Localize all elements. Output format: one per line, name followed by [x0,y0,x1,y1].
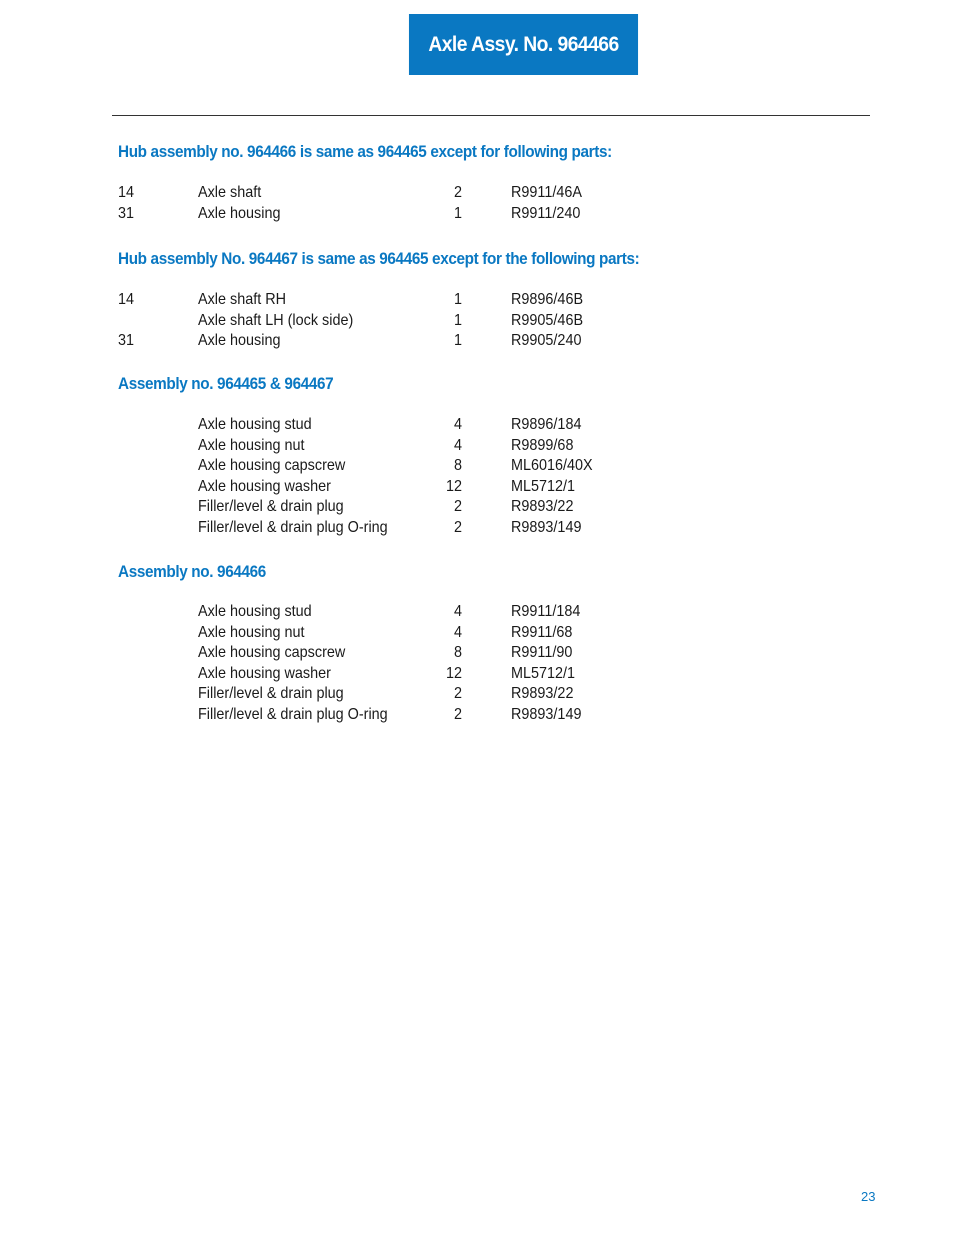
part-number: R9911/90 [511,644,573,662]
part-row [118,684,878,705]
part-number: R9911/46A [511,184,582,201]
parts-list [118,183,878,224]
part-number: R9905/240 [511,332,582,350]
part-row [118,436,878,457]
part-description: Filler/level & drain plug O-ring [198,518,388,536]
part-description: Axle housing nut [198,623,305,641]
section-heading: Hub assembly No. 964467 is same as 964465 except for the following parts: [118,249,640,268]
part-description: Axle housing [198,332,281,350]
part-description: Axle shaft LH (lock side) [198,311,354,329]
part-quantity: 8 [453,644,462,662]
part-description: Axle housing capscrew [198,457,346,475]
part-number: R9893/149 [511,518,582,536]
part-number: R9911/240 [511,204,581,222]
part-number: R9899/68 [511,436,574,454]
part-description: Axle housing washer [198,477,331,495]
parts-list [118,290,878,352]
page-title: Axle Assy. No. 964466 [409,14,638,75]
part-row [118,602,878,623]
part-number: R9893/22 [511,685,574,703]
part-quantity: 2 [453,685,462,703]
part-quantity: 1 [453,311,462,329]
part-quantity: 12 [445,664,462,682]
section-heading: Assembly no. 964466 [118,562,266,581]
part-row [118,518,878,539]
section-heading: Hub assembly no. 964466 is same as 964465 except for following parts: [118,142,612,161]
part-description: Axle housing capscrew [198,644,346,662]
part-row [118,664,878,685]
section-assembly-964466 [118,561,878,723]
part-row [118,290,878,311]
part-number: ML5712/1 [511,664,576,682]
part-quantity: 1 [453,291,462,308]
parts-list [118,602,878,726]
section-assembly-964465-964467 [118,373,878,536]
part-number: R9896/184 [511,416,582,433]
part-quantity: 4 [453,416,462,433]
part-row [118,331,878,352]
section-hub-964467 [118,248,878,350]
part-number: R9893/149 [511,705,582,723]
part-row [118,204,878,225]
part-description: Filler/level & drain plug [198,498,344,516]
item-number: 31 [118,332,135,350]
item-number: 14 [118,184,135,201]
parts-list [118,415,878,539]
part-description: Filler/level & drain plug [198,685,344,703]
part-number: R9911/68 [511,623,573,641]
part-quantity: 2 [453,184,462,201]
section-hub-964466 [118,141,878,222]
part-quantity: 2 [453,705,462,723]
part-row [118,643,878,664]
part-number: ML5712/1 [511,477,576,495]
part-description: Axle shaft [198,184,262,201]
part-row [118,497,878,518]
part-number: R9911/184 [511,603,581,620]
item-number: 31 [118,204,135,222]
item-number: 14 [118,291,135,308]
part-quantity: 4 [453,623,462,641]
part-quantity: 1 [453,332,462,350]
part-row [118,415,878,436]
header-divider [112,115,870,116]
part-description: Axle housing nut [198,436,305,454]
part-quantity: 1 [453,204,462,222]
part-number: R9905/46B [511,311,584,329]
page-number: 23 [861,1189,876,1204]
part-description: Axle shaft RH [198,291,287,308]
part-row [118,456,878,477]
part-quantity: 12 [445,477,462,495]
part-row [118,623,878,644]
section-heading: Assembly no. 964465 & 964467 [118,374,334,393]
part-quantity: 4 [453,603,462,620]
part-quantity: 8 [453,457,462,475]
part-number: ML6016/40X [511,457,593,475]
part-row [118,477,878,498]
part-description: Axle housing stud [198,416,312,433]
part-number: R9893/22 [511,498,574,516]
part-description: Axle housing stud [198,603,312,620]
part-description: Filler/level & drain plug O-ring [198,705,388,723]
part-quantity: 4 [453,436,462,454]
part-row [118,705,878,726]
part-quantity: 2 [453,518,462,536]
part-number: R9896/46B [511,291,584,308]
part-description: Axle housing [198,204,281,222]
part-row [118,311,878,332]
part-quantity: 2 [453,498,462,516]
part-row [118,183,878,204]
part-description: Axle housing washer [198,664,331,682]
